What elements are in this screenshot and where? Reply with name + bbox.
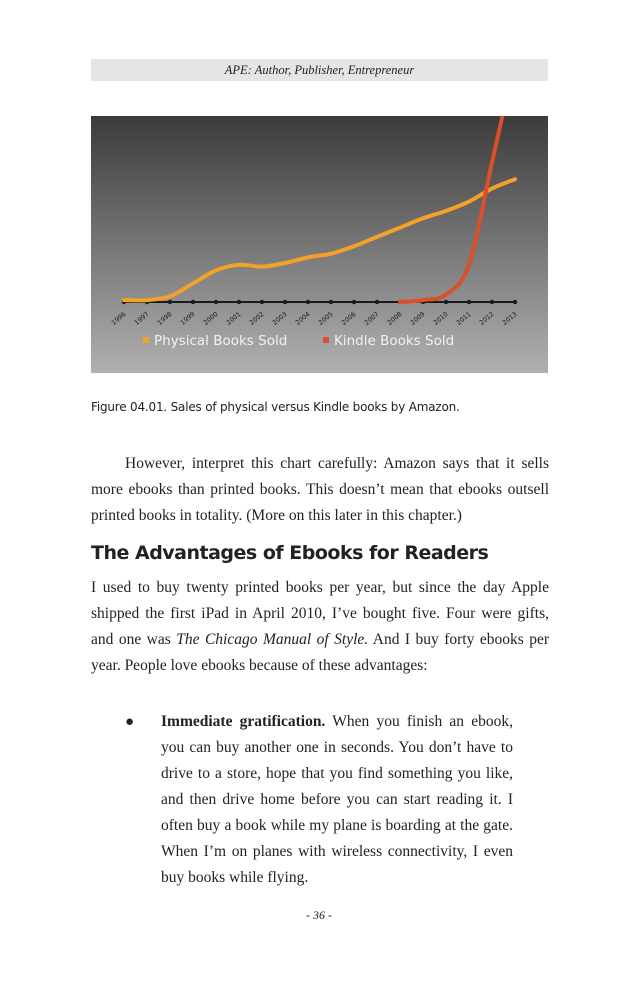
x-tick-label: 2003 [270,310,289,327]
x-tick-label: 2012 [477,310,496,327]
paragraph-advantages-intro [91,575,549,679]
sales-line-chart [91,116,548,373]
x-tick-label: 2007 [362,310,381,327]
x-tick-label: 2010 [431,310,450,327]
x-tick-label: 1999 [178,310,197,327]
x-tick-label: 1996 [109,310,128,327]
bullet-icon: ● [125,714,135,730]
x-tick-label: 2004 [293,310,312,327]
x-axis-dot [191,300,195,304]
page-number: - 36 - [306,908,332,922]
paragraph-interpretation: However, interpret this chart carefully: Amazon says that it sells more ebooks than printed books. This doesn’t mean that ebooks outsell printed books in totality. (More on this later in this chapter.) [91,455,549,524]
bullet-term: Immediate gratification. [161,713,326,730]
x-tick-label: 1997 [132,310,151,327]
x-tick-label: 2005 [316,310,335,327]
x-tick-label: 1998 [155,310,174,327]
x-tick-label: 2008 [385,310,404,327]
legend-swatch [323,337,329,343]
x-axis-dot [444,300,448,304]
x-axis-dot [283,300,287,304]
legend-label: Physical Books Sold [154,333,288,349]
x-axis-dot [352,300,356,304]
x-tick-label: 2009 [408,310,427,327]
x-axis-dot [467,300,471,304]
x-axis-dot [168,300,172,304]
x-tick-label: 2002 [247,310,266,327]
x-axis-dot [513,300,517,304]
x-axis-dot [214,300,218,304]
paragraph-text-before: I used to buy twenty printed books per year, but since the day Apple shipped the first iPad in April 2010, I’ve bought five. Four were gifts, and one was [91,579,549,648]
bullet-description: When you finish an ebook, you can buy another one in seconds. You don’t have to drive to a store, hope that you find something you like, and then drive home before you can start reading it. I often buy a book while my plane is boarding at the gate. When I’m on planes with wireless connectivity, I even buy books while flying. [161,713,513,886]
x-tick-label: 2011 [454,310,473,327]
section-heading: The Advantages of Ebooks for Readers [91,542,489,564]
paragraph-text-after: And I buy forty ebooks per year. People love ebooks because of these advantages: [91,631,549,674]
bullet-text [161,709,513,891]
legend-label: Kindle Books Sold [334,333,455,349]
legend-swatch [143,337,149,343]
x-axis-dot [375,300,379,304]
x-axis-dot [237,300,241,304]
x-tick-label: 2006 [339,310,358,327]
book-title: The Chicago Manual of Style. [176,631,369,648]
x-axis-dot [329,300,333,304]
x-axis-dot [260,300,264,304]
figure-chart [91,116,548,373]
x-axis-dot [306,300,310,304]
x-axis-dot [490,300,494,304]
running-head: APE: Author, Publisher, Entrepreneur [91,59,548,81]
x-tick-label: 2013 [500,310,519,327]
figure-caption: Figure 04.01. Sales of physical versus Kindle books by Amazon. [91,400,460,414]
x-tick-label: 2000 [201,310,220,327]
x-tick-label: 2001 [224,310,243,327]
